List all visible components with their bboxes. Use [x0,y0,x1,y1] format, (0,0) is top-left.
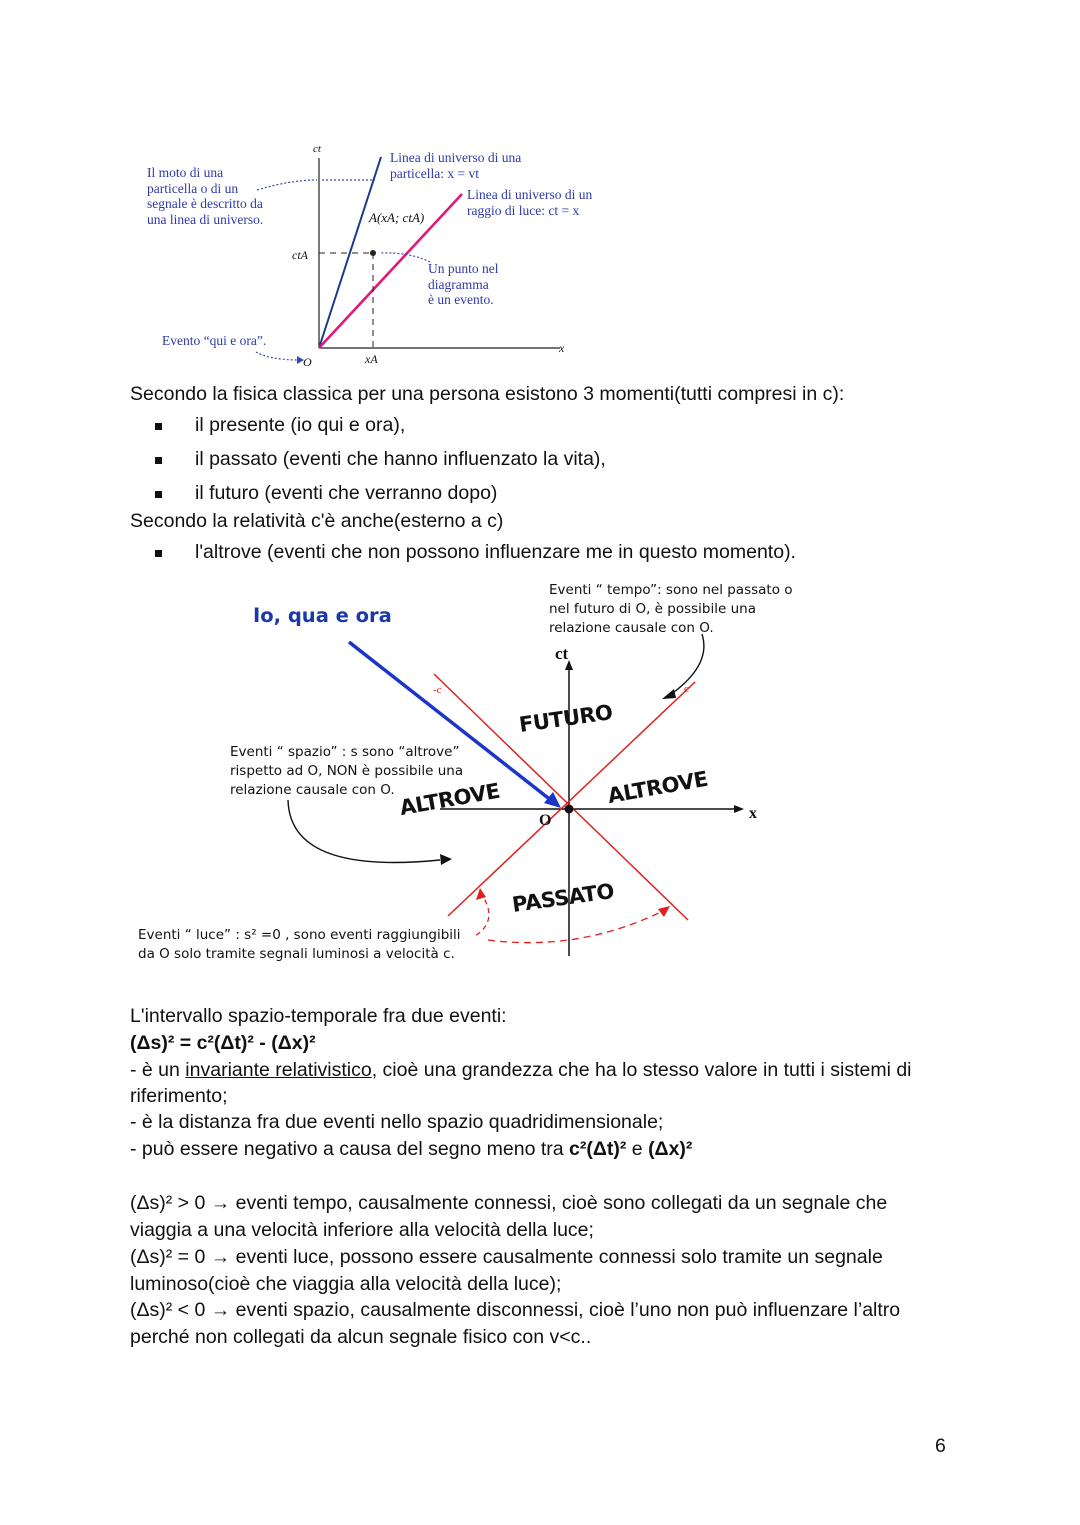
fig1-ct-label: ct [313,143,321,155]
intro-classic: Secondo la fisica classica per una persona esistono 3 momenti(tutti compresi in c): [130,383,845,405]
pointer-motion [257,180,317,190]
fig1-note-particle [390,150,521,181]
fig2-note-light [138,926,461,964]
note-line: segnale è descritto da [147,196,263,211]
invariant-link: invariante relativistico [185,1059,372,1081]
fig1-x-label: x [559,341,565,355]
bullet-futuro: il futuro (eventi che verranno dopo) [195,482,498,504]
bullet-marker [155,423,162,430]
term-bold: c²(Δt)² [569,1138,627,1160]
fig1-ctA-label: ctA [292,248,308,262]
note-line: nel futuro di O, è possibile una [549,601,756,617]
region-altrove-right: ALTROVE [605,766,710,808]
interval-point-invariant [130,1057,912,1084]
fig2-title: Io, qua e ora [253,604,392,627]
case-line: (Δs)² > 0 → eventi tempo, causalmente connessi, cioè sono collegati da un segnale che [130,1192,888,1214]
region-passato: PASSATO [510,878,616,917]
fig2-origin-label: O [539,812,552,829]
note-line: rispetto ad O, NON è possibile una [230,763,464,779]
bullet-marker [155,457,162,464]
page-number: 6 [935,1435,946,1457]
interval-point-distance: - è la distanza fra due eventi nello spazio quadridimensionale; [130,1111,664,1133]
case-line: viaggia a una velocità inferiore alla velocità della luce; [130,1219,594,1241]
event-point-A [370,250,376,256]
term-bold: (Δx)² [648,1138,693,1160]
case-line: perché non collegati da alcun segnale fisico con v<c.. [130,1326,592,1348]
note-line: da O solo tramite segnali luminosi a velocità c. [138,946,455,962]
intro-relativity: Secondo la relatività c'è anche(esterno a c) [130,510,504,532]
note-line: particella o di un [147,180,239,196]
interval-intro: L'intervallo spazio-temporale fra due eventi: [130,1005,507,1027]
case-line: (Δs)² < 0 → eventi spazio, causalmente disconnessi, cioè l’uno non può influenzare l’altro [130,1299,901,1321]
pointer-time-arrowhead [662,689,676,699]
note-line: Eventi “ spazio” : s sono “altrove” [230,744,460,760]
note-line: raggio di luce: ct = x [467,202,580,218]
bullet-marker [155,550,162,557]
bullet-altrove: l'altrove (eventi che non possono influenzare me in questo momento). [195,541,796,563]
bullet-passato: il passato (eventi che hanno influenzato la vita), [195,448,606,470]
pointer-space-arrowhead [440,854,452,865]
note-line: Eventi “ tempo”: sono nel passato o [549,582,793,598]
origin-dot [565,805,574,814]
interval-point-invariant-cont: riferimento; [130,1085,228,1107]
note-line: relazione causale con O. [549,620,714,636]
fig1-note-event [428,261,499,308]
fig1-note-here-now: Evento “qui e ora”. [162,333,267,348]
note-line: una linea di universo. [147,211,264,227]
region-altrove-left: ALTROVE [397,778,502,820]
note-line: Linea di universo di un [467,187,593,202]
x-axis-arrowhead [734,805,744,813]
fig1-point-A-label: A(xA; ctA) [369,210,425,225]
case-line: luminoso(cioè che viaggia alla velocità della luce); [130,1273,562,1295]
interval-formula: (Δs)² = c²(Δt)² - (Δx)² [130,1032,316,1054]
note-line: Eventi “ luce” : s² =0 , sono eventi raggiungibili [138,927,461,943]
pointer-origin [256,352,300,360]
note-line: relazione causale con O. [230,782,395,798]
note-line: Linea di universo di una [390,150,522,165]
text-fragment: - è un [130,1059,186,1081]
bullet-presente: il presente (io qui e ora), [195,414,406,436]
case-line: (Δs)² = 0 → eventi luce, possono essere causalmente connessi solo tramite un segnale [130,1246,883,1268]
fig1-origin-label: O [303,355,312,369]
note-line: è un evento. [428,292,494,307]
fig2-note-time [549,581,793,638]
note-line: particella: x = vt [390,165,479,181]
fig1-note-motion [147,165,263,227]
fig2-ct-label: ct [555,644,569,663]
fig1-xA-label: xA [365,352,378,366]
note-line: Il moto di una [147,165,224,180]
note-line: diagramma [428,276,489,292]
bullet-marker [155,491,162,498]
fig2-minus-c-label: -c [433,684,442,696]
fig2-note-space [230,743,463,800]
note-line: Un punto nel [428,261,499,276]
interval-point-negative [130,1136,692,1163]
text-fragment: , cioè una grandezza che ha lo stesso valore in tutti i sistemi di [371,1059,912,1081]
arc-left-arrowhead [476,888,486,900]
text-fragment: e [626,1138,649,1160]
fig2-c-label: c [684,683,689,695]
fig2-x-label: x [749,805,757,822]
text-fragment: - può essere negativo a causa del segno meno tra [130,1138,570,1160]
region-futuro: FUTURO [517,700,614,737]
arc-bottom-arrowhead [658,906,670,917]
fig1-note-light [467,187,592,218]
